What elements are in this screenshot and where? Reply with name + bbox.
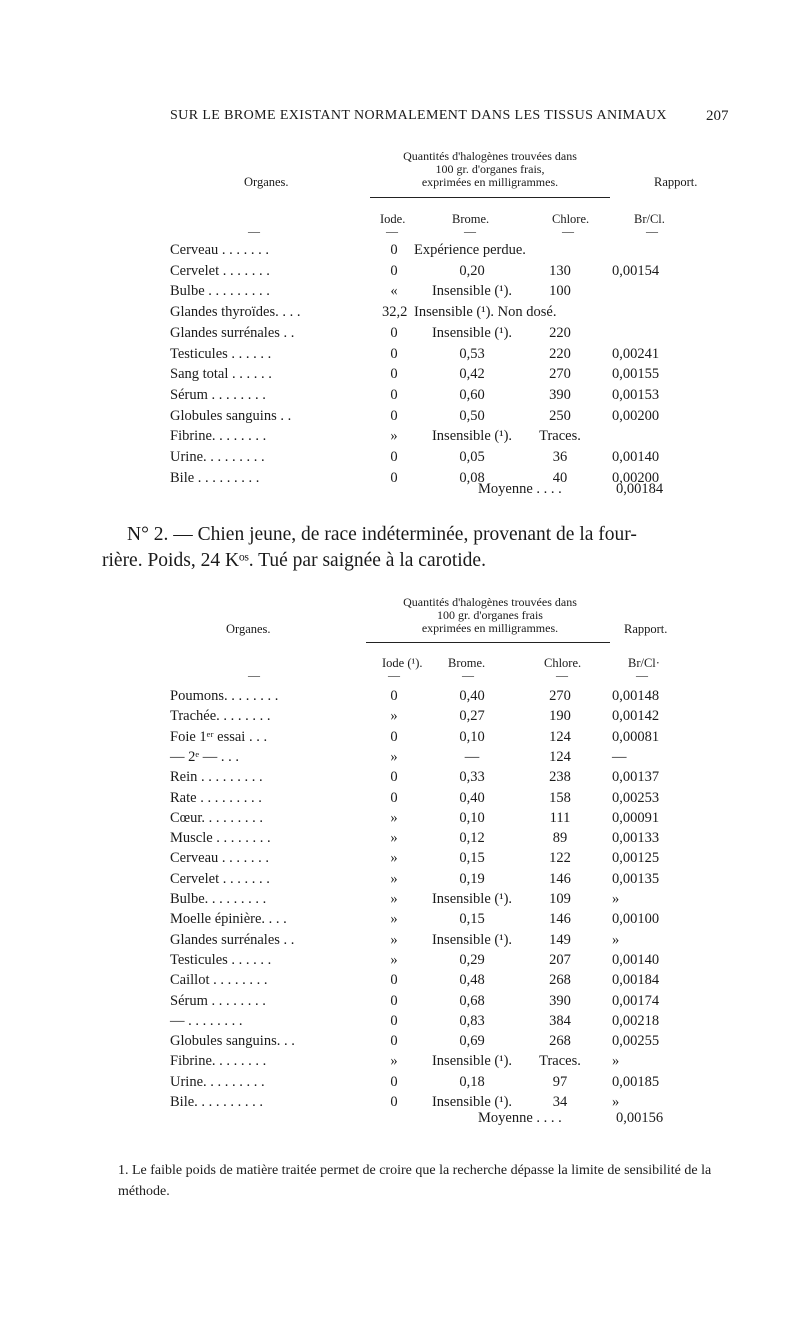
brome-cell: 0,19 [459,870,485,887]
organ-cell: Fibrine. . . . . . . . [170,1053,267,1070]
organ-cell: Foie 1ᵉʳ essai . . . [170,728,268,745]
rapport-cell: 0,00185 [612,1073,660,1090]
table1-caption-line: Quantités d'halogènes trouvées dans [403,149,577,163]
chlore-cell: 34 [552,1094,568,1110]
organ-cell: Cerveau . . . . . . . [170,242,270,258]
organ-cell: Rein . . . . . . . . . [170,769,263,786]
chlore-cell: 268 [549,1033,571,1050]
iode-cell: » [390,891,398,907]
rapport-cell: 0,00184 [612,972,660,989]
iode-cell: 0 [390,242,398,258]
rapport-cell: 0,00081 [612,728,660,745]
brome-cell: 0,10 [459,728,485,745]
iode-cell: » [390,951,398,968]
chlore-cell: 384 [549,1012,571,1029]
iode-cell: 0 [390,1033,398,1050]
merged-cell: Insensible (¹). Non dosé. [414,304,557,321]
rapport-cell: 0,00140 [612,449,660,465]
iode-cell: » [390,931,398,948]
table-row [0,850,800,870]
table-row [0,688,800,708]
table2-caption-line: Quantités d'halogènes trouvées dans [403,595,577,609]
table1-dash: — [646,224,658,238]
table1-dash: — [464,224,476,238]
brome-cell: Insensible (¹). [431,428,513,445]
table-row [0,325,800,345]
brome-cell: 0,40 [459,789,485,806]
organ-cell: Rate . . . . . . . . . [170,789,262,806]
page-number: 207 [706,108,729,124]
table1-sub-chlore: Chlore. [552,212,590,226]
organ-cell: Bile . . . . . . . . . [170,469,260,486]
brome-cell: 0,48 [459,972,485,989]
table2-sub-iode: Iode (¹). [382,656,423,670]
organ-cell: Globules sanguins . . [170,407,292,424]
brome-cell: 0,83 [459,1012,485,1029]
brome-cell: 0,10 [459,809,485,826]
chlore-cell: 220 [549,345,571,362]
brome-cell: Insensible (¹). [431,931,513,948]
brome-cell: — [464,748,480,765]
table2-sub-rapport: Br/Cl· [628,656,660,670]
rapport-cell: 0,00153 [612,386,660,403]
rapport-cell: 0,00155 [612,366,660,383]
brome-cell: 0,18 [459,1073,485,1090]
rapport-cell: 0,00241 [612,345,660,362]
chlore-cell: 36 [552,449,568,465]
brome-cell: 0,15 [459,911,485,928]
organ-cell: Sang total . . . . . . [170,366,272,383]
merged-cell: Expérience perdue. [414,242,526,258]
chlore-cell: 89 [552,830,568,847]
iode-cell: 0 [390,449,398,465]
chlore-cell: 97 [552,1073,568,1090]
table2-caption [360,596,620,635]
organ-cell: Caillot . . . . . . . . [170,972,268,989]
organ-cell: Sérum . . . . . . . . [170,992,266,1009]
table1-dash: — [562,224,574,238]
organ-cell: — 2ᵉ — . . . [170,748,239,765]
brome-cell: 0,68 [459,992,485,1009]
table1-col-organes: Organes. [244,175,289,189]
iode-cell: 0 [390,992,398,1009]
table-row [0,283,800,303]
table-row [0,810,800,830]
chlore-cell: 124 [549,748,571,765]
table-row [0,263,800,283]
organ-cell: Cerveau . . . . . . . [170,850,270,867]
table2-col-rapport: Rapport. [624,622,668,636]
brome-cell: 0,05 [459,449,485,465]
rapport-cell: 0,00148 [612,688,660,704]
table2-dash: — [248,668,260,682]
table1-moyenne-label: Moyenne . . . . [478,481,562,497]
organ-cell: Urine. . . . . . . . . [170,1073,265,1090]
table-row [0,952,800,972]
iode-cell: 0 [390,972,398,989]
iode-cell: » [390,1053,398,1070]
table1-col-rapport: Rapport. [654,175,698,189]
table-row [0,871,800,891]
table1-dash: — [248,224,260,238]
chlore-cell: 390 [549,386,571,403]
rapport-cell: 0,00154 [612,262,660,279]
table2-sub-chlore: Chlore. [544,656,582,670]
table-row [0,729,800,749]
table2-dash: — [388,668,400,682]
organ-cell: Poumons. . . . . . . . [170,688,279,704]
chlore-cell: 270 [549,688,571,704]
table-row [0,366,800,386]
organ-cell: — . . . . . . . . [170,1012,243,1029]
organ-cell: Bile. . . . . . . . . . [170,1094,264,1110]
paragraph-line: N° 2. — Chien jeune, de race indéterminée, provenant de la four- [127,524,637,545]
chlore-cell: 220 [549,324,571,341]
table-row [0,790,800,810]
iode-cell: 0 [390,1012,398,1029]
iode-cell: 0 [390,407,398,424]
brome-cell: 0,69 [459,1033,485,1050]
table-row [0,1074,800,1094]
table2-moyenne-value: 0,00156 [616,1110,664,1126]
rapport-cell: » [612,931,620,948]
brome-cell: Insensible (¹). [431,324,513,341]
brome-cell: 0,60 [459,386,485,403]
organ-cell: Globules sanguins. . . [170,1033,295,1050]
rapport-cell: » [612,1094,620,1110]
table-row [0,911,800,931]
iode-cell: 0 [390,769,398,786]
chlore-cell: 250 [549,407,571,424]
iode-cell: 0 [390,728,398,745]
table2-dash: — [636,668,648,682]
chlore-cell: 390 [549,992,571,1009]
iode-cell: 0 [390,262,398,279]
brome-cell: Insensible (¹). [431,891,513,907]
organ-cell: Cervelet . . . . . . . [170,870,270,887]
table-row [0,993,800,1013]
rapport-cell: 0,00255 [612,1033,660,1050]
brome-cell: 0,40 [459,688,485,704]
brome-cell: 0,33 [459,769,485,786]
table2-col-organes: Organes. [226,622,271,636]
chlore-cell: Traces. [539,1053,581,1070]
brome-cell: 0,20 [459,262,485,279]
chlore-cell: 109 [549,891,571,907]
brome-cell: 0,29 [459,951,485,968]
running-header: SUR LE BROME EXISTANT NORMALEMENT DANS LES TISSUS ANIMAUX [170,108,667,123]
organ-cell: Glandes surrénales . . [170,324,295,341]
iode-cell: 0 [390,1094,398,1110]
rapport-cell: 0,00091 [612,809,660,826]
iode-cell: » [390,708,398,725]
brome-cell: 0,27 [459,708,485,725]
organ-cell: Testicules . . . . . . [170,951,272,968]
chlore-cell: 40 [552,469,568,486]
iode-cell: 0 [390,1073,398,1090]
table-row [0,1033,800,1053]
organ-cell: Cœur. . . . . . . . . [170,809,264,826]
organ-cell: Cervelet . . . . . . . [170,262,270,279]
rapport-cell: 0,00253 [612,789,660,806]
table2-brace [366,642,610,643]
table2-dash: — [556,668,568,682]
iode-cell: 0 [390,345,398,362]
table1-dash: — [386,224,398,238]
chlore-cell: 146 [549,870,571,887]
chlore-cell: 268 [549,972,571,989]
chlore-cell: 207 [549,951,571,968]
table2-moyenne-label: Moyenne . . . . [478,1110,562,1126]
iode-cell: » [390,870,398,887]
iode-cell: 0 [390,324,398,341]
brome-cell: 0,08 [459,469,485,486]
rapport-cell: 0,00100 [612,911,660,928]
brome-cell: Insensible (¹). [431,1094,513,1110]
table-row [0,346,800,366]
brome-cell: Insensible (¹). [431,1053,513,1070]
chlore-cell: 100 [549,283,571,300]
chlore-cell: 130 [549,262,571,279]
rapport-cell: 0,00142 [612,708,660,725]
iode-cell: » [390,850,398,867]
table1-moyenne-value: 0,00184 [616,481,664,497]
table1-caption [360,150,620,189]
brome-cell: 0,50 [459,407,485,424]
chlore-cell: 158 [549,789,571,806]
iode-cell: 32,2 [382,304,408,321]
organ-cell: Testicules . . . . . . [170,345,272,362]
iode-cell: 0 [390,386,398,403]
table-row [0,408,800,428]
iode-cell: 0 [390,789,398,806]
chlore-cell: Traces. [539,428,581,445]
organ-cell: Sérum . . . . . . . . [170,386,266,403]
brome-cell: Insensible (¹). [431,283,513,300]
iode-cell: 0 [390,469,398,486]
table-row [0,708,800,728]
table-row [0,1013,800,1033]
paragraph-line: rière. Poids, 24 Kᵒˢ. Tué par saignée à la carotide. [102,550,486,571]
rapport-cell: 0,00137 [612,769,660,786]
table-row [0,769,800,789]
rapport-cell: — [612,748,627,765]
table-row [0,387,800,407]
table-row [0,830,800,850]
chlore-cell: 146 [549,911,571,928]
rapport-cell: » [612,891,620,907]
table1-caption-line: exprimées en milligrammes. [421,175,559,189]
table-row [0,470,800,490]
organ-cell: Bulbe . . . . . . . . . [170,283,270,300]
chlore-cell: 122 [549,850,571,867]
table1-brace [370,197,610,198]
iode-cell: 0 [390,688,398,704]
table-row [0,428,800,448]
table-row [0,749,800,769]
table2-caption-line: exprimées en milligrammes. [421,621,559,635]
rapport-cell: 0,00218 [612,1012,660,1029]
table-row [0,449,800,469]
rapport-cell: 0,00133 [612,830,660,847]
table1-caption-line: 100 gr. d'organes frais, [435,162,545,176]
organ-cell: Bulbe. . . . . . . . . [170,891,267,907]
table-row [0,1094,800,1114]
chlore-cell: 111 [549,809,571,826]
iode-cell: » [390,809,398,826]
rapport-cell: 0,00140 [612,951,660,968]
organ-cell: Glandes thyroïdes. . . . [170,304,301,321]
rapport-cell: 0,00135 [612,870,660,887]
organ-cell: Moelle épinière. . . . [170,911,287,928]
chlore-cell: 190 [549,708,571,725]
rapport-cell: 0,00200 [612,469,660,486]
rapport-cell: 0,00174 [612,992,660,1009]
iode-cell: » [390,830,398,847]
brome-cell: 0,53 [459,345,485,362]
table2-dash: — [462,668,474,682]
rapport-cell: 0,00125 [612,850,660,867]
chlore-cell: 270 [549,366,571,383]
brome-cell: 0,42 [459,366,485,383]
iode-cell: » [390,428,398,445]
table1-sub-brome: Brome. [452,212,490,226]
table1-sub-iode: Iode. [380,212,406,226]
table-row [0,304,800,324]
table1-sub-rapport: Br/Cl. [634,212,665,226]
chlore-cell: 238 [549,769,571,786]
footnote: 1. Le faible poids de matière traitée permet de croire que la recherche dépasse la limite de sensibilité de la méthode. [118,1163,712,1199]
rapport-cell: 0,00200 [612,407,660,424]
organ-cell: Muscle . . . . . . . . [170,830,271,847]
rapport-cell: » [612,1053,620,1070]
organ-cell: Glandes surrénales . . [170,931,295,948]
table2-sub-brome: Brome. [448,656,486,670]
organ-cell: Fibrine. . . . . . . . [170,428,267,445]
iode-cell: » [390,911,398,928]
brome-cell: 0,15 [459,850,485,867]
table-row [0,891,800,911]
table-row [0,932,800,952]
brome-cell: 0,12 [459,830,485,847]
iode-cell: 0 [390,366,398,383]
table-row [0,1053,800,1073]
organ-cell: Urine. . . . . . . . . [170,449,265,465]
chlore-cell: 124 [549,728,571,745]
iode-cell: » [390,748,398,765]
chlore-cell: 149 [549,931,571,948]
table-row [0,972,800,992]
table2-caption-line: 100 gr. d'organes frais [437,608,543,622]
organ-cell: Trachée. . . . . . . . [170,708,271,725]
iode-cell: « [390,283,398,300]
table-row [0,242,800,262]
